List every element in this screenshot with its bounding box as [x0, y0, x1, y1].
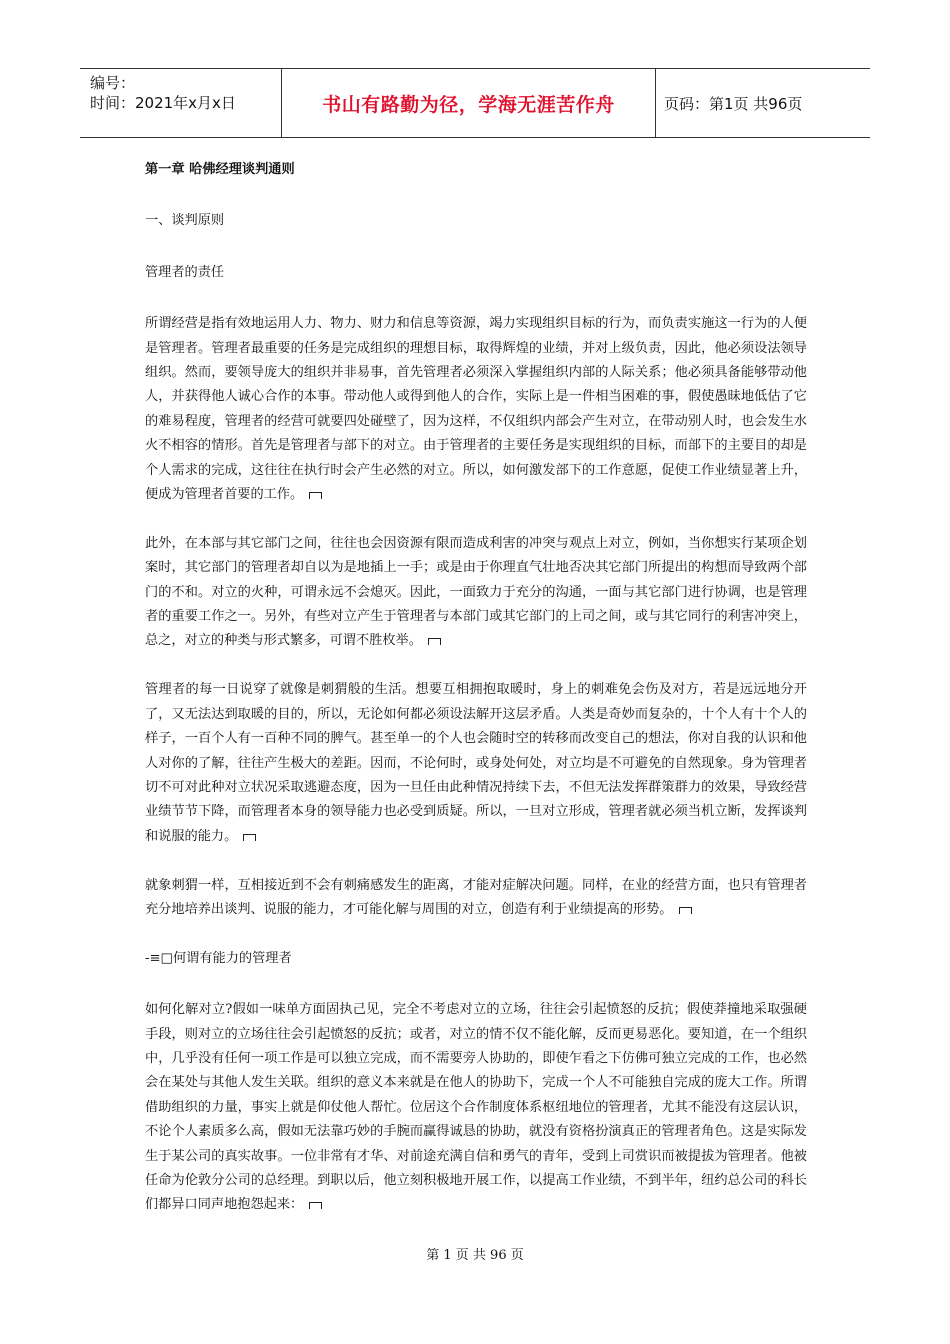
page-footer: 第 1 页 共 96 页 [426, 1248, 524, 1263]
paragraph-mark-icon [428, 638, 441, 645]
subsection-heading-2: -≡□何谓有能力的管理者 [145, 950, 292, 966]
document-number-label: 编号： [90, 74, 136, 92]
paragraph-mark-icon [309, 1202, 322, 1209]
body-paragraph: 所谓经营是指有效地运用人力、物力、财力和信息等资源，竭力实现组织目标的行为，而负责实施这一行为的人便是管理者。管理者最重要的任务是完成组织的理想目标，取得辉煌的业绩，并对上级负责，因此，他必须设法领导组织。然而，要领导庞大的组织并非易事，首先管理者必须深入掌握组织内部的人际关系；他必须具备能够带动他人，并获得他人诚心合作的本事。带动他人或得到他人的合作，实际上是一件相当困难的事，假使愚昧地低估了它的难易程度，管理者的经营可就要四处碰壁了，因为这样，不仅组织内部会产生对立，在带动别人时，也会发生水火不相容的情形。首先是管理者与部下的对立。由于管理者的主要任务是实现组织的目标，而部下的主要目的却是个人需求的完成，这往往在执行时会产生必然的对立。所以，如何激发部下的工作意愿，促使工作业绩显著上升，便成为管理者首要的工作。 [145, 316, 807, 503]
paragraph-mark-icon [243, 834, 256, 841]
header-meta-cell [80, 69, 282, 137]
chapter-title: 第一章 哈佛经理谈判通则 [145, 162, 295, 177]
header-motto-cell [282, 69, 656, 137]
body-paragraph: 管理者的每一日说穿了就像是刺猬般的生活。想要互相拥抱取暖时，身上的刺难免会伤及对方，若是远远地分开了，又无法达到取暖的目的，所以，无论如何都必须设法解开这层矛盾。人类是奇妙而复杂的，十个人有十个人的样子，一百个人有一百种不同的脾气。甚至单一的个人也会随时空的转移而改变自己的想法，你对自我的认识和他人对你的了解，往往产生极大的差距。因而，不论何时，或身处何处，对立均是不可避免的自然现象。身为管理者切不可对此种对立状况采取逃避态度，因为一旦任由此种情况持续下去，不但无法发挥群策群力的效果，导致经营业绩节节下降，而管理者本身的领导能力也必受到质疑。所以，一旦对立形成，管理者就必须当机立断，发挥谈判和说服的能力。 [145, 682, 807, 844]
body-paragraph: 如何化解对立?假如一味单方面固执己见，完全不考虑对立的立场，往往会引起愤怒的反抗；假使莽撞地采取强硬手段，则对立的立场往往会引起愤怒的反抗；或者，对立的情不仅不能化解，反而更易恶化。要知道，在一个组织中，几乎没有任何一项工作是可以独立完成，而不需要旁人协助的，即使乍看之下仿佛可独立完成的工作，也必然会在某处与其他人发生关联。组织的意义本来就是在他人的协助下，完成一个人不可能独自完成的庞大工作。所谓借助组织的力量，事实上就是仰仗他人帮忙。位居这个合作制度体系枢纽地位的管理者，尤其不能没有这层认识，不论个人素质多么高，假如无法靠巧妙的手腕而赢得诚恳的协助，就没有资格扮演真正的管理者角色。这是实际发生于某公司的真实故事。一位非常有才华、对前途充满自信和勇气的青年，受到上司赏识而被提拔为管理者。他被任命为伦敦分公司的总经理。到职以后，他立刻积极地开展工作，以提高工作业绩，不到半年，纽约总公司的科长们都异口同声地抱怨起来： [145, 1002, 807, 1213]
section-heading: 一、谈判原则 [145, 213, 225, 229]
body-paragraph: 就象刺猬一样，互相接近到不会有刺痛感发生的距离，才能对症解决问题。同样，在业的经营方面，也只有管理者充分地培养出谈判、说服的能力，才可能化解与周围的对立，创造有利于业绩提高的形势。 [145, 877, 807, 917]
paragraph-mark-icon [309, 492, 322, 499]
paragraph-mark-icon [679, 907, 692, 914]
header-table [80, 68, 870, 138]
document-body [145, 158, 807, 1242]
subsection-heading: 管理者的责任 [145, 264, 225, 280]
header-motto: 书山有路勤为径，学海无涯苦作舟 [322, 93, 615, 116]
document-time-label: 时间：2021年x月x日 [90, 94, 236, 112]
body-paragraph: 此外，在本部与其它部门之间，往往也会因资源有限而造成利害的冲突与观点上对立，例如，当你想实行某项企划案时，其它部门的管理者却自以为是地插上一手；或是由于你理直气壮地否决其它部门所提出的构想而导致两个部门的不和。对立的火种，可谓永远不会熄灭。因此，一面致力于充分的沟通，一面与其它部门进行协调，也是管理者的重要工作之一。另外，有些对立产生于管理者与本部门或其它部门的上司之间，或与其它同行的利害冲突上，总之，对立的种类与形式繁多，可谓不胜枚举。 [145, 535, 807, 649]
header-page-cell [656, 69, 870, 137]
header-page-label: 页码：第1页 共96页 [664, 94, 803, 113]
